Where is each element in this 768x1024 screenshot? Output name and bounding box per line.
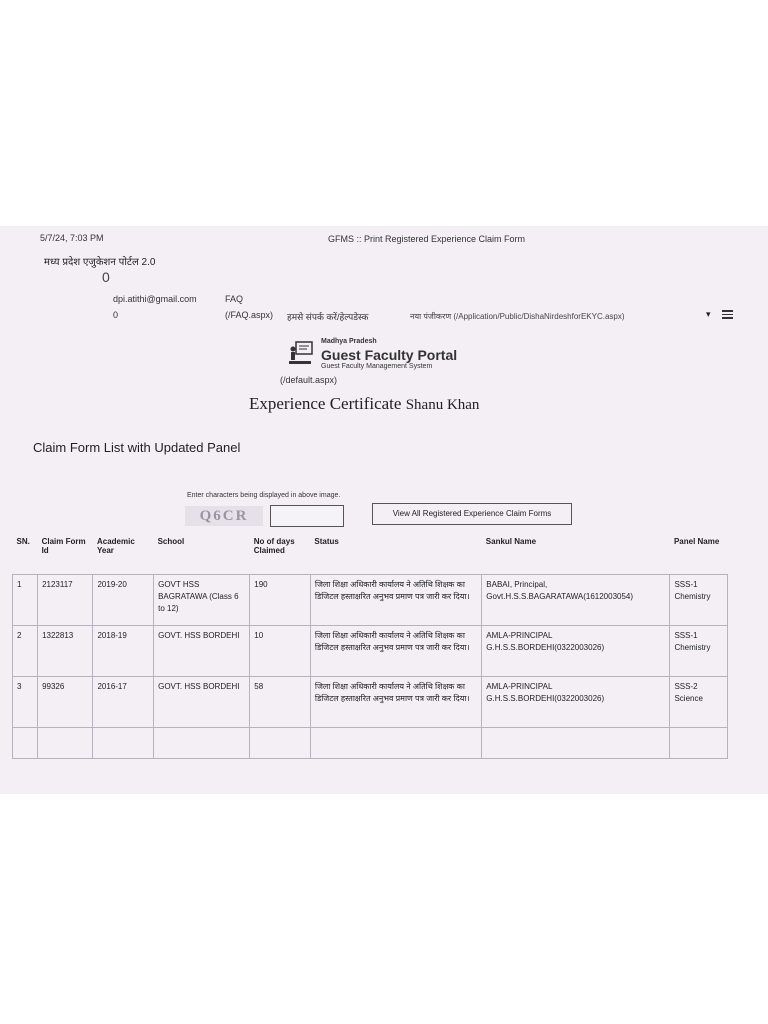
print-page-title: GFMS :: Print Registered Experience Claim Form <box>328 234 526 244</box>
header-status: Status <box>314 537 339 546</box>
notification-counter[interactable]: 0 <box>102 269 110 285</box>
table-row <box>13 575 728 626</box>
captcha-prompt: Enter characters being displayed in above image. <box>187 492 341 499</box>
empty-cell <box>670 728 728 759</box>
certificate-label: Experience Certificate <box>249 394 402 413</box>
view-all-claim-forms-button[interactable]: View All Registered Experience Claim Forms <box>372 503 572 525</box>
cell-sn: 2 <box>13 626 38 677</box>
cell-status: जिला शिक्षा अधिकारी कार्यालय ने अतिथि शिक्षक का डिजिटल हस्ताक्षरित अनुभव प्रमाण पत्र जारी कर दिया। <box>310 575 481 626</box>
certificate-title <box>249 394 479 414</box>
cell-status: जिला शिक्षा अधिकारी कार्यालय ने अतिथि शिक्षक का डिजिटल हस्ताक्षरित अनुभव प्रमाण पत्र जारी कर दिया। <box>310 677 481 728</box>
table-row <box>13 626 728 677</box>
printed-page <box>0 226 768 794</box>
contact-helpdesk-link[interactable]: हमसे संपर्क करें/हेल्पडेस्क <box>287 312 369 322</box>
claim-form-heading: Claim Form List with Updated Panel <box>33 440 241 455</box>
header-school: School <box>157 537 185 546</box>
cell-sn: 3 <box>13 677 38 728</box>
cell-claim-form-id: 1322813 <box>38 626 93 677</box>
captcha-input[interactable] <box>270 505 344 527</box>
cell-sankul-name: AMLA-PRINCIPAL G.H.S.S.BORDEHI(0322003026) <box>482 677 670 728</box>
cell-academic-year: 2018-19 <box>93 626 154 677</box>
captcha-image: Q6CR <box>185 506 263 526</box>
faq-link-url[interactable]: (/FAQ.aspx) <box>225 310 274 320</box>
email-link[interactable]: dpi.atithi@gmail.com <box>113 294 197 304</box>
table-header-row <box>13 534 728 575</box>
portal-name[interactable]: मध्य प्रदेश एजुकेशन पोर्टल 2.0 <box>44 257 156 268</box>
chevron-down-icon[interactable]: ▾ <box>706 309 711 319</box>
cell-sankul-name: BABAI, Principal, Govt.H.S.S.BAGARATAWA(1612003054) <box>482 575 670 626</box>
empty-cell <box>310 728 481 759</box>
faq-link[interactable]: FAQ <box>225 294 244 304</box>
header-panel-name: Panel Name <box>673 537 720 546</box>
certificate-holder-name: Shanu Khan <box>405 397 480 413</box>
cell-panel-name: SSS-1 Chemistry <box>670 575 728 626</box>
header-sn: SN. <box>16 537 30 546</box>
cell-school: GOVT HSS BAGRATAWA (Class 6 to 12) <box>154 575 250 626</box>
cell-claim-form-id: 2123117 <box>38 575 93 626</box>
empty-cell <box>482 728 670 759</box>
new-registration-link[interactable]: नया पंजीकरण (/Application/Public/DishaNirdeshforEKYC.aspx) <box>410 312 625 321</box>
email-count: 0 <box>113 310 119 320</box>
cell-panel-name: SSS-2 Science <box>670 677 728 728</box>
empty-cell <box>250 728 311 759</box>
portal-home-link[interactable]: (/default.aspx) <box>280 375 338 385</box>
cell-academic-year: 2019-20 <box>93 575 154 626</box>
cell-sn: 1 <box>13 575 38 626</box>
portal-subtitle: Guest Faculty Management System <box>321 363 433 370</box>
header-claim-form-id: Claim Form Id <box>41 537 86 555</box>
claim-forms-table <box>12 534 728 759</box>
cell-school: GOVT. HSS BORDEHI <box>154 626 250 677</box>
empty-cell <box>13 728 38 759</box>
cell-days-claimed: 10 <box>250 626 311 677</box>
cell-status: जिला शिक्षा अधिकारी कार्यालय ने अतिथि शिक्षक का डिजिटल हस्ताक्षरित अनुभव प्रमाण पत्र जारी कर दिया। <box>310 626 481 677</box>
cell-academic-year: 2016-17 <box>93 677 154 728</box>
portal-state: Madhya Pradesh <box>321 338 377 345</box>
empty-cell <box>154 728 250 759</box>
header-academic-year: Academic Year <box>96 537 135 555</box>
empty-cell <box>38 728 93 759</box>
cell-claim-form-id: 99326 <box>38 677 93 728</box>
empty-cell <box>93 728 154 759</box>
header-sankul-name: Sankul Name <box>485 537 537 546</box>
menu-icon[interactable] <box>722 310 733 319</box>
cell-sankul-name: AMLA-PRINCIPAL G.H.S.S.BORDEHI(0322003026) <box>482 626 670 677</box>
cell-days-claimed: 58 <box>250 677 311 728</box>
table-row <box>13 677 728 728</box>
print-datetime: 5/7/24, 7:03 PM <box>40 233 104 243</box>
table-empty-row <box>13 728 728 759</box>
teacher-board-icon <box>288 340 314 366</box>
header-days-claimed: No of days Claimed <box>253 537 295 555</box>
cell-panel-name: SSS-1 Chemistry <box>670 626 728 677</box>
portal-title[interactable]: Guest Faculty Portal <box>321 347 458 363</box>
cell-school: GOVT. HSS BORDEHI <box>154 677 250 728</box>
cell-days-claimed: 190 <box>250 575 311 626</box>
